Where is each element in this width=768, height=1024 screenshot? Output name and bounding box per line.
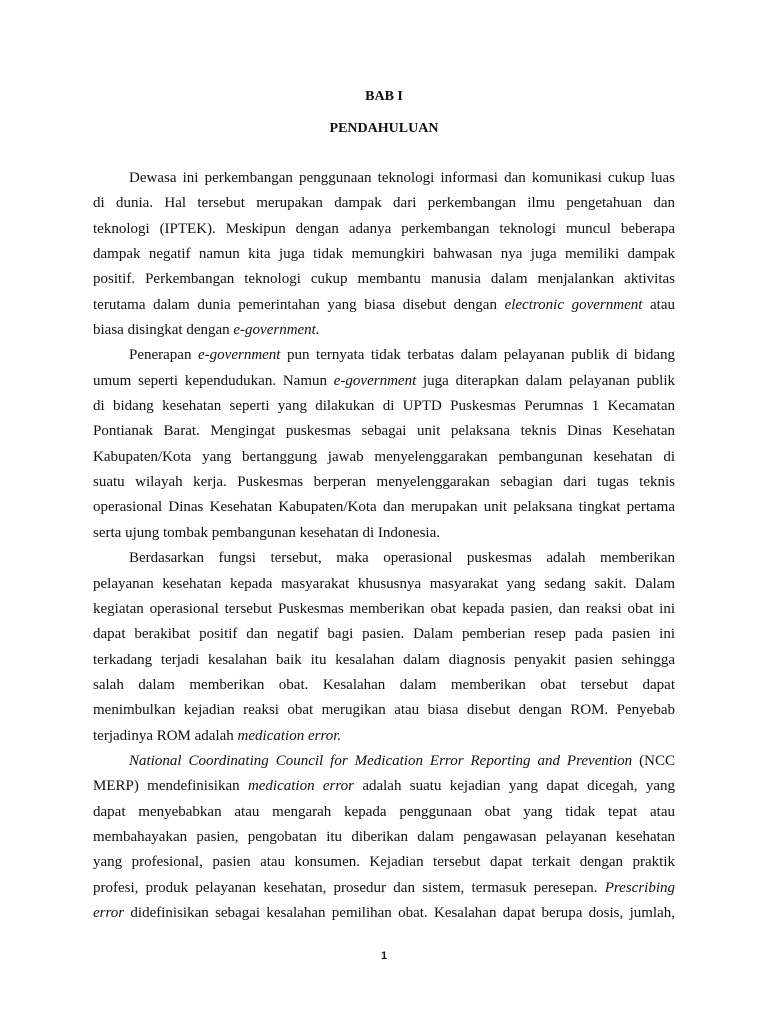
paragraph bbox=[93, 546, 675, 749]
text-run: juga diterapkan dalam pelayanan publik bbox=[416, 372, 675, 389]
text-line bbox=[93, 850, 675, 875]
text-run: MERP) mendefinisikan bbox=[93, 778, 248, 795]
text-run: menimbulkan kejadian reaksi obat merugikan atau biasa disebut dengan ROM. Penyebab bbox=[93, 702, 675, 719]
text-line bbox=[93, 318, 675, 343]
chapter-title: PENDAHULUAN bbox=[329, 121, 439, 136]
text-line bbox=[93, 445, 675, 470]
text-line bbox=[93, 394, 675, 419]
body-text bbox=[93, 166, 675, 926]
text-run: positif. Perkembangan teknologi cukup membantu manusia dalam menjalankan aktivitas bbox=[93, 271, 675, 288]
text-line bbox=[93, 521, 675, 546]
italic-term: e-government bbox=[333, 372, 417, 389]
text-run: dapat berakibat positif dan negatif bagi pasien. Dalam pemberian resep pada pasien ini bbox=[93, 626, 675, 643]
text-line bbox=[93, 622, 675, 647]
italic-term: National Coordinating Council for Medication Error Reporting and Prevention bbox=[129, 752, 633, 769]
text-run: atau bbox=[642, 296, 675, 313]
text-line bbox=[93, 242, 675, 267]
text-run: teknologi (IPTEK). Meskipun dengan adanya perkembangan teknologi muncul beberapa bbox=[93, 220, 675, 237]
paragraph bbox=[93, 343, 675, 546]
text-run: operasional Dinas Kesehatan Kabupaten/Kota dan merupakan unit pelaksana tingkat pertama bbox=[93, 499, 675, 516]
text-run: pelayanan kesehatan kepada masyarakat khususnya masyarakat yang sedang sakit. Dalam bbox=[93, 575, 675, 592]
text-run: Berdasarkan fungsi tersebut, maka operasional puskesmas adalah memberikan bbox=[129, 550, 675, 567]
text-run: profesi, produk pelayanan kesehatan, prosedur dan sistem, termasuk peresepan. bbox=[93, 879, 605, 896]
text-line bbox=[93, 673, 675, 698]
text-line bbox=[93, 217, 675, 242]
text-line bbox=[93, 293, 675, 318]
text-line bbox=[93, 369, 675, 394]
text-run: serta ujung tombak pembangunan kesehatan di Indonesia. bbox=[93, 524, 440, 541]
text-line bbox=[93, 774, 675, 799]
text-run: suatu wilayah kerja. Puskesmas berperan menyelenggarakan sebagian dari tugas teknis bbox=[93, 474, 675, 491]
text-line bbox=[93, 343, 675, 368]
text-line bbox=[93, 724, 675, 749]
text-run: di dunia. Hal tersebut merupakan dampak dari perkembangan ilmu pengetahuan dan bbox=[93, 195, 675, 212]
text-run: biasa disingkat dengan bbox=[93, 322, 234, 339]
text-line bbox=[93, 876, 675, 901]
text-run: umum seperti kependudukan. Namun bbox=[93, 372, 334, 389]
text-line bbox=[93, 267, 675, 292]
text-line bbox=[93, 749, 675, 774]
text-line bbox=[93, 825, 675, 850]
text-run: membahayakan pasien, pengobatan itu diberikan dalam pengawasan pelayanan kesehatan bbox=[93, 828, 675, 845]
chapter-label: BAB I bbox=[365, 89, 403, 104]
text-run: didefinisikan sebagai kesalahan pemilihan obat. Kesalahan dapat berupa dosis, jumlah, bbox=[124, 904, 675, 921]
text-line bbox=[93, 648, 675, 673]
text-run: pun ternyata tidak terbatas dalam pelayanan publik di bidang bbox=[280, 347, 676, 364]
text-run: (NCC bbox=[632, 752, 675, 769]
text-run: Dewasa ini perkembangan penggunaan teknologi informasi dan komunikasi cukup luas bbox=[129, 170, 675, 186]
text-run: dapat menyebabkan atau mengarah kepada penggunaan obat yang tidak tepat atau bbox=[93, 803, 675, 820]
text-run: terutama dalam dunia pemerintahan yang biasa disebut dengan bbox=[93, 296, 505, 313]
italic-term: e-government. bbox=[233, 322, 320, 339]
paragraph bbox=[93, 749, 675, 926]
text-run: terjadinya ROM adalah bbox=[93, 727, 238, 744]
italic-term: Prescribing bbox=[604, 879, 675, 896]
paragraph bbox=[93, 166, 675, 343]
italic-term: error bbox=[93, 904, 125, 921]
text-line bbox=[93, 191, 675, 216]
text-line bbox=[93, 572, 675, 597]
page-number: 1 bbox=[380, 950, 388, 962]
text-line bbox=[93, 800, 675, 825]
italic-term: medication error bbox=[247, 778, 355, 795]
text-line bbox=[93, 166, 675, 191]
text-line bbox=[93, 546, 675, 571]
text-line bbox=[93, 698, 675, 723]
text-run: terkadang terjadi kesalahan baik itu kesalahan dalam diagnosis penyakit pasien sehingga bbox=[93, 651, 675, 668]
italic-term: e-government bbox=[198, 347, 281, 364]
text-run: kegiatan operasional tersebut Puskesmas memberikan obat kepada pasien, dan reaksi obat ini bbox=[93, 600, 675, 617]
text-run: salah dalam memberikan obat. Kesalahan dalam memberikan obat tersebut dapat bbox=[93, 676, 675, 693]
italic-term: medication error. bbox=[237, 727, 342, 744]
text-run: Pontianak Barat. Mengingat puskesmas sebagai unit pelaksana teknis Dinas Kesehatan bbox=[93, 423, 675, 440]
text-run: Kabupaten/Kota yang bertanggung jawab menyelenggarakan pembangunan kesehatan di bbox=[93, 448, 675, 465]
text-run: Penerapan bbox=[129, 347, 199, 364]
text-run: dampak negatif namun kita juga tidak memungkiri bahwasan nya juga memiliki dampak bbox=[93, 246, 675, 263]
text-run: adalah suatu kejadian yang dapat dicegah, yang bbox=[354, 778, 675, 795]
italic-term: electronic government bbox=[504, 296, 643, 313]
text-line bbox=[93, 470, 675, 495]
text-line bbox=[93, 419, 675, 444]
text-line bbox=[93, 495, 675, 520]
text-line bbox=[93, 597, 675, 622]
text-run: di bidang kesehatan seperti yang dilakukan di UPTD Puskesmas Perumnas 1 Kecamatan bbox=[93, 398, 675, 415]
text-line bbox=[93, 901, 675, 926]
text-run: yang profesional, pasien atau konsumen. Kejadian tersebut dapat terkait dengan praktik bbox=[93, 854, 675, 871]
